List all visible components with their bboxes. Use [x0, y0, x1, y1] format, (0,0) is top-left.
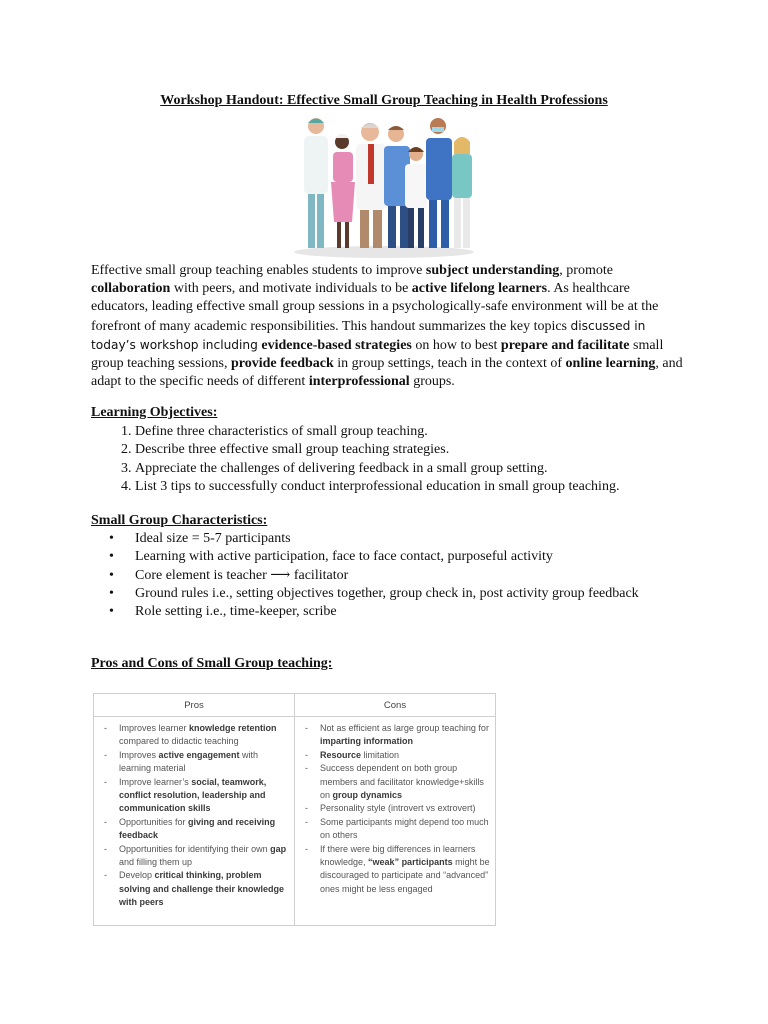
pros-list	[98, 722, 290, 910]
objectives-list	[91, 423, 725, 496]
list-item: - Opportunities for giving and receiving feedback	[119, 816, 290, 843]
list-item: - Improves learner knowledge retention compared to didactic teaching	[119, 722, 290, 749]
list-item: - Develop critical thinking, problem solving and challenge their knowledge with peers	[119, 869, 290, 909]
cons-cell	[295, 717, 496, 926]
list-item: - If there were big differences in learners knowledge, “weak” participants might be discouraged to participate and “advanced” ones might be less engaged	[320, 843, 491, 897]
objectives-heading: Learning Objectives:	[91, 405, 218, 420]
pros-cell	[94, 717, 295, 926]
list-item: 4. List 3 tips to successfully conduct interprofessional education in small group teaching.	[135, 478, 725, 496]
list-item: - Not as efficient as large group teaching for imparting information	[320, 722, 491, 749]
pros-cons-table	[93, 693, 496, 926]
list-item: • Learning with active participation, face to face contact, purposeful activity	[135, 548, 675, 566]
list-item: 1. Define three characteristics of small group teaching.	[135, 423, 725, 441]
list-item: - Some participants might depend too much on others	[320, 816, 491, 843]
handout-title: Workshop Handout: Effective Small Group Teaching in Health Professions	[160, 93, 608, 108]
list-item: • Core element is teacher ⟶ facilitator	[135, 567, 675, 585]
list-item: - Success dependent on both group members and facilitator knowledge+skills on group dynamics	[320, 762, 491, 802]
list-item: • Ground rules i.e., setting objectives together, group check in, post activity group feedback	[135, 585, 675, 603]
list-item: - Improve learner’s social, teamwork, conflict resolution, leadership and communication skills	[119, 776, 290, 816]
list-item: - Opportunities for identifying their own gap and filling them up	[119, 843, 290, 870]
characteristics-heading: Small Group Characteristics:	[91, 513, 268, 528]
cons-header: Cons	[295, 694, 496, 717]
list-item: - Resource limitation	[320, 749, 491, 762]
intro-paragraph: Effective small group teaching enables students to improve subject understanding, promote collaboration with peers, and motivate individuals to be active lifelong learners. As healthcare educators, leading effective small group sessions in a psychologically-safe environment will be at the forefront of many academic responsibilities. This handout summarizes the key topics discussed in today’s workshop including evidence-based strategies on how to best prepare and facilitate small group teaching sessions, provide feedback in group settings, teach in the context of online learning, and adapt to the specific needs of different interprofessional groups.	[91, 263, 683, 390]
characteristics-list	[91, 530, 675, 621]
list-item: 3. Appreciate the challenges of delivering feedback in a small group setting.	[135, 460, 725, 478]
list-item: - Improves active engagement with learning material	[119, 749, 290, 776]
list-item: - Personality style (introvert vs extrovert)	[320, 802, 491, 815]
list-item: • Ideal size = 5-7 participants	[135, 530, 675, 548]
pros-header: Pros	[94, 694, 295, 717]
proscons-heading: Pros and Cons of Small Group teaching:	[91, 656, 333, 671]
cons-list	[299, 722, 491, 896]
healthcare-team-illustration	[286, 114, 482, 262]
list-item: • Role setting i.e., time-keeper, scribe	[135, 603, 675, 621]
list-item: 2. Describe three effective small group teaching strategies.	[135, 441, 725, 459]
